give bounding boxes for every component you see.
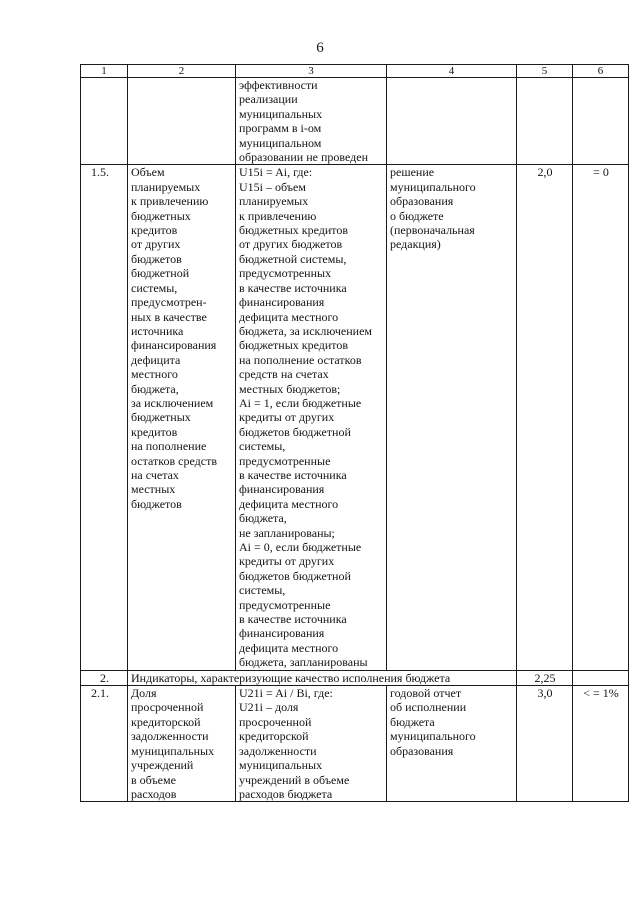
cell-weight <box>517 78 573 165</box>
header-col-5: 5 <box>517 65 573 78</box>
section-title: Индикаторы, характеризующие качество исполнения бюджета <box>128 670 517 685</box>
cell-source <box>387 78 517 165</box>
indicator-weight: 2,0 <box>517 165 573 670</box>
header-col-6: 6 <box>573 65 629 78</box>
section-weight: 2,25 <box>517 670 573 685</box>
indicator-weight: 3,0 <box>517 686 573 802</box>
table-row-continuation <box>81 78 629 165</box>
header-col-4: 4 <box>387 65 517 78</box>
section-target <box>573 670 629 685</box>
target-value: = 0 <box>573 165 629 670</box>
cell-num <box>81 78 128 165</box>
page-number: 6 <box>316 40 324 56</box>
indicator-formula: U15i = Ai, где: U15i – объем планируемых к привлечению бюджетных кредитов от других бюджетов бюджетной системы, предусмотренных в качестве источника финансирования дефицита местного бюджета, за исключением бюджетных кредитов на пополнение остатков средств на счетах местных бюджетов; Ai = 1, если бюджетные кредиты от других бюджетов бюджетной системы, предусмотренные в качестве источника финансирования дефицита местного бюджета, не запланированы; Ai = 0, если бюджетные кредиты от других бюджетов бюджетной системы, предусмотренные в качестве источника финансирования дефицита местного бюджета, запланированы <box>236 165 387 670</box>
header-col-1: 1 <box>81 65 128 78</box>
table-row-section-2 <box>81 670 629 685</box>
table-header-row <box>81 65 629 78</box>
data-source: решение муниципального образования о бюджете (первоначальная редакция) <box>387 165 517 670</box>
header-col-3: 3 <box>236 65 387 78</box>
cell-target <box>573 78 629 165</box>
data-source: годовой отчет об исполнении бюджета муниципального образования <box>387 686 517 802</box>
indicator-name: Объем планируемых к привлечению бюджетных кредитов от других бюджетов бюджетной системы, предусмотрен- ных в качестве источника финансирования дефицита местного бюджета, за исключением бюджетных кредитов на пополнение остатков средств на счетах местных бюджетов <box>128 165 236 670</box>
target-value: < = 1% <box>573 686 629 802</box>
cell-formula: эффективности реализации муниципальных программ в i-ом муниципальном образовании не проведен <box>236 78 387 165</box>
row-number: 1.5. <box>81 165 128 670</box>
row-number: 2.1. <box>81 686 128 802</box>
header-col-2: 2 <box>128 65 236 78</box>
indicator-name: Доля просроченной кредиторской задолженности муниципальных учреждений в объеме расходов <box>128 686 236 802</box>
indicator-formula: U21i = Ai / Bi, где: U21i – доля просроченной кредиторской задолженности муниципальных учреждений в объеме расходов бюджета <box>236 686 387 802</box>
indicator-table <box>80 64 629 802</box>
cell-name <box>128 78 236 165</box>
section-number: 2. <box>81 670 128 685</box>
table-row-2-1 <box>81 686 629 802</box>
table-row-1-5 <box>81 165 629 670</box>
